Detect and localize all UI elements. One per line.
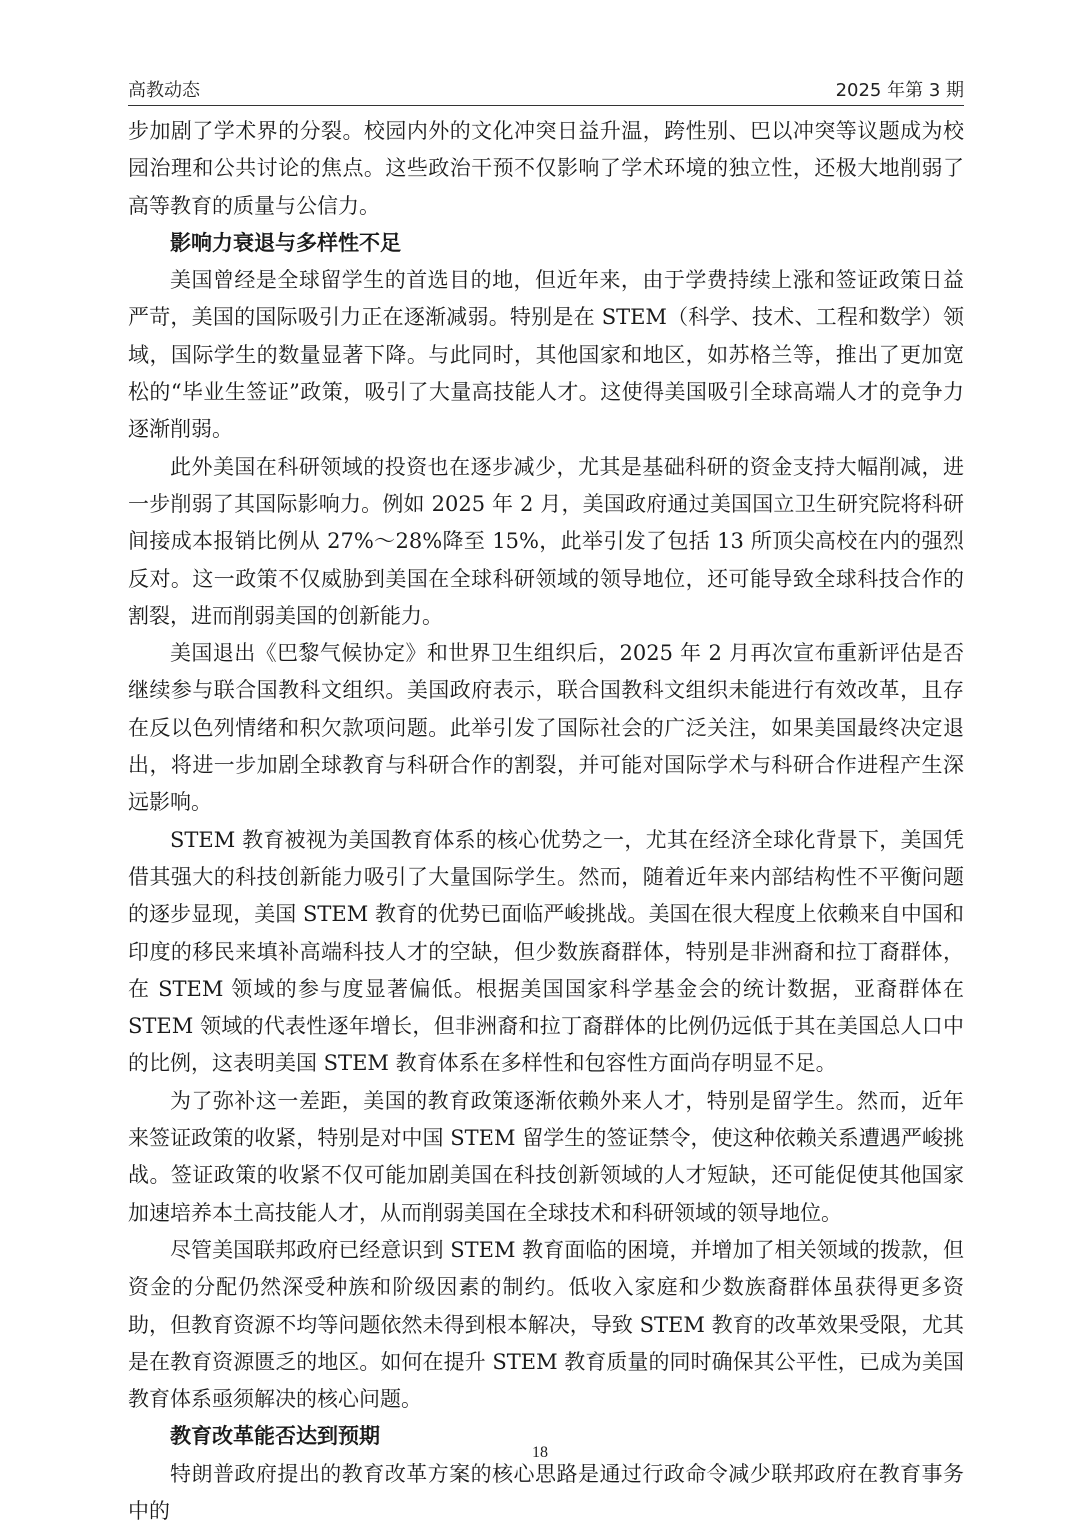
section-heading: 影响力衰退与多样性不足: [170, 230, 401, 255]
issue-number: 2025 年第 3 期: [835, 80, 964, 101]
article-body: [128, 113, 964, 1530]
journal-name: 高教动态: [128, 80, 200, 101]
paragraph: 特朗普政府提出的教育改革方案的核心思路是通过行政命令减少联邦政府在教育事务中的: [128, 1461, 964, 1523]
paragraph: 步加剧了学术界的分裂。校园内外的文化冲突日益升温，跨性别、巴以冲突等议题成为校园治理和公共讨论的焦点。这些政治干预不仅影响了学术环境的独立性，还极大地削弱了高等教育的质量与公信力。: [128, 119, 964, 218]
paragraph: 美国曾经是全球留学生的首选目的地，但近年来，由于学费持续上涨和签证政策日益严苛，美国的国际吸引力正在逐渐减弱。特别是在 STEM（科学、技术、工程和数学）领域，国际学生的数量显著下降。与此同时，其他国家和地区，如苏格兰等，推出了更加宽松的“毕业生签证”政策，吸引了大量高技能人才。这使得美国吸引全球高端人才的竞争力逐渐削弱。: [128, 268, 964, 442]
paragraph: STEM 教育被视为美国教育体系的核心优势之一，尤其在经济全球化背景下，美国凭借其强大的科技创新能力吸引了大量国际学生。然而，随着近年来内部结构性不平衡问题的逐步显现，美国 STEM 教育的优势已面临严峻挑战。美国在很大程度上依赖来自中国和印度的移民来填补高端科技人才的空缺，但少数族裔群体，特别是非洲裔和拉丁裔群体，在 STEM 领域的参与度显著偏低。根据美国国家科学基金会的统计数据，亚裔群体在 STEM 领域的代表性逐年增长，但非洲裔和拉丁裔群体的比例仍远低于其在美国总人口中的比例，这表明美国 STEM 教育体系在多样性和包容性方面尚存明显不足。: [128, 827, 964, 1076]
page-number: 18: [532, 1444, 548, 1461]
running-header: [128, 76, 964, 106]
section-heading: 教育改革能否达到预期: [170, 1424, 380, 1449]
paragraph: 美国退出《巴黎气候协定》和世界卫生组织后，2025 年 2 月再次宣布重新评估是否继续参与联合国教科文组织。美国政府表示，联合国教科文组织未能进行有效改革，且存在反以色列情绪和积欠款项问题。此举引发了国际社会的广泛关注，如果美国最终决定退出，将进一步加剧全球教育与科研合作的割裂，并可能对国际学术与科研合作进程产生深远影响。: [128, 641, 964, 815]
paragraph: 为了弥补这一差距，美国的教育政策逐渐依赖外来人才，特别是留学生。然而，近年来签证政策的收紧，特别是对中国 STEM 留学生的签证禁令，使这种依赖关系遭遇严峻挑战。签证政策的收紧不仅可能加剧美国在科技创新领域的人才短缺，还可能促使其他国家加速培养本土高技能人才，从而削弱美国在全球技术和科研领域的领导地位。: [128, 1088, 964, 1225]
paragraph: 尽管美国联邦政府已经意识到 STEM 教育面临的困境，并增加了相关领域的拨款，但资金的分配仍然深受种族和阶级因素的制约。低收入家庭和少数族裔群体虽获得更多资助，但教育资源不均等问题依然未得到根本解决，导致 STEM 教育的改革效果受限，尤其是在教育资源匮乏的地区。如何在提升 STEM 教育质量的同时确保其公平性，已成为美国教育体系亟须解决的核心问题。: [128, 1237, 964, 1412]
paragraph: 此外美国在科研领域的投资也在逐步减少，尤其是基础科研的资金支持大幅削减，进一步削弱了其国际影响力。例如 2025 年 2 月，美国政府通过美国国立卫生研究院将科研间接成本报销比例从 27%～28%降至 15%，此举引发了包括 13 所顶尖高校在内的强烈反对。这一政策不仅威胁到美国在全球科研领域的领导地位，还可能导致全球科技合作的割裂，进而削弱美国的创新能力。: [128, 454, 964, 628]
header-divider: [128, 105, 964, 106]
